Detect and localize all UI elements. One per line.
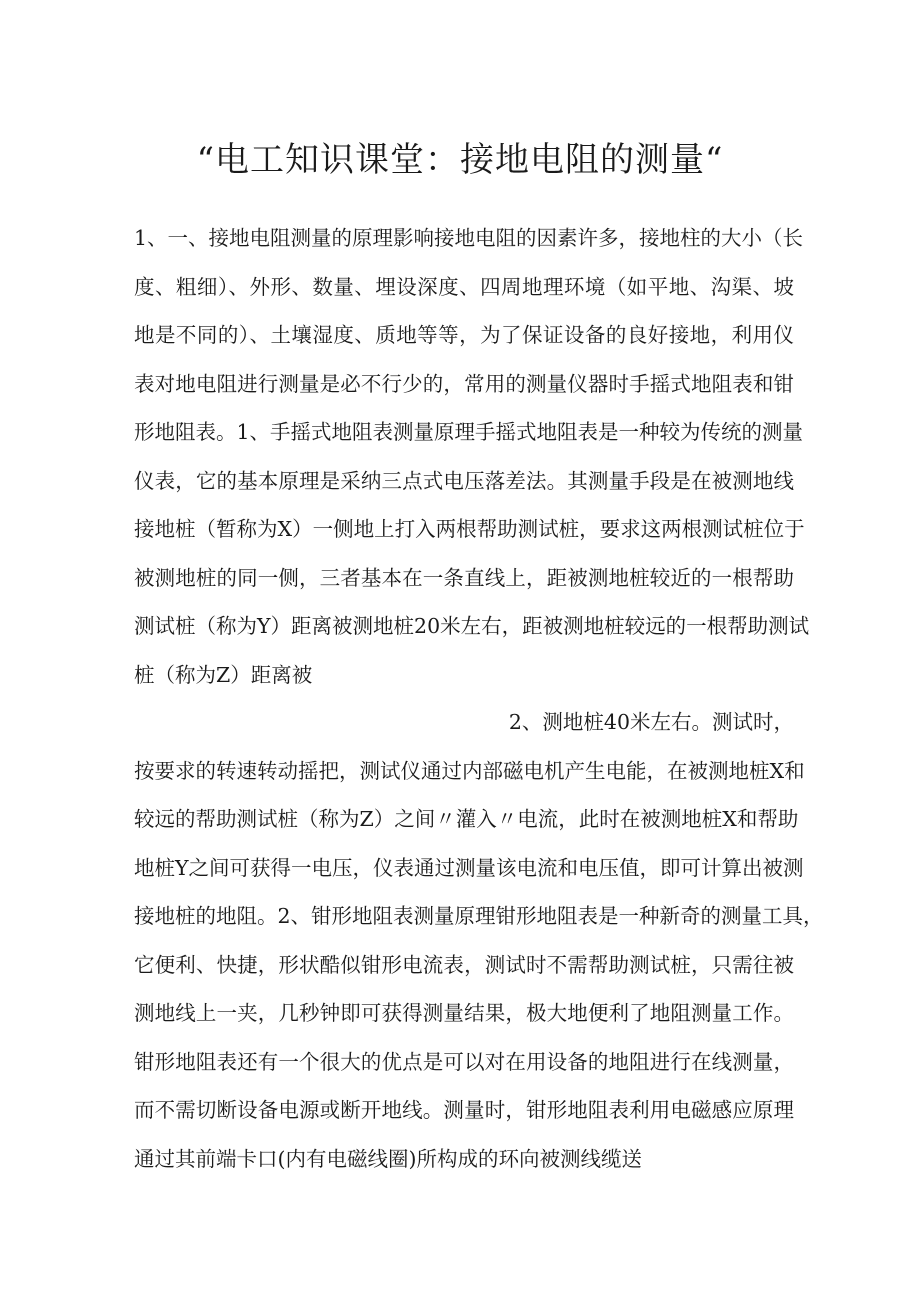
text-line: 2、测地桩40米左右。测试时，	[508, 710, 794, 734]
text-line: 形地阻表。1、手摇式地阻表测量原理手摇式地阻表是一种较为传统的测量	[134, 420, 804, 444]
text-line: 被测地桩的同一侧，三者基本在一条直线上，距被测地桩较近的一根帮助	[134, 565, 794, 590]
text-line: 而不需切断设备电源或断开地线。测量时，钳形地阻表利用电磁感应原理	[134, 1098, 794, 1122]
text-line: 仪表，它的基本原理是采纳三点式电压落差法。其测量手段是在被测地线	[134, 468, 794, 493]
text-line: 通过其前端卡口(内有电磁线圈)所构成的环向被测线缆送	[134, 1146, 642, 1171]
text-line: 地是不同的）、土壤湿度、质地等等，为了保证设备的良好接地，利用仪	[134, 323, 794, 347]
text-line: 它便利、快捷，形状酷似钳形电流表，测试时不需帮助测试桩，只需往被	[134, 952, 794, 977]
paragraph-2	[134, 698, 824, 1183]
text-line: 测地线上一夹，几秒钟即可获得测量结果，极大地便利了地阻测量工作。	[134, 1001, 794, 1025]
text-line: 接地桩（暂称为X）一侧地上打入两根帮助测试桩，要求这两根测试桩位于	[134, 517, 805, 541]
paragraph-1	[134, 214, 810, 699]
text-line: 地桩Y之间可获得一电压，仪表通过测量该电流和电压值，即可计算出被测	[134, 855, 804, 880]
text-line: 1、一、接地电阻测量的原理影响接地电阻的因素许多，接地柱的大小（长	[134, 226, 804, 250]
text-line: 测试桩（称为Y）距离被测地桩20米左右，距被测地桩较远的一根帮助测试	[134, 614, 810, 638]
document-title: “电工知识课堂：接地电阻的测量“	[196, 140, 724, 180]
text-line: 桩（称为Z）距离被	[134, 662, 313, 687]
text-line: 按要求的转速转动摇把，测试仪通过内部磁电机产生电能，在被测地桩X和	[134, 758, 805, 783]
text-line: 度、粗细）、外形、数量、埋设深度、四周地理环境（如平地、沟渠、坡	[134, 274, 794, 299]
text-line: 接地桩的地阻。2、钳形地阻表测量原理钳形地阻表是一种新奇的测量工具，	[134, 904, 824, 928]
text-line: 表对地电阻进行测量是必不行少的，常用的测量仪器时手摇式地阻表和钳	[134, 371, 794, 396]
text-line: 较远的帮助测试桩（称为Z）之间〃灌入〃电流，此时在被测地桩X和帮助	[134, 807, 799, 831]
text-line: 钳形地阻表还有一个很大的优点是可以对在用设备的地阻进行在线测量，	[134, 1049, 794, 1074]
